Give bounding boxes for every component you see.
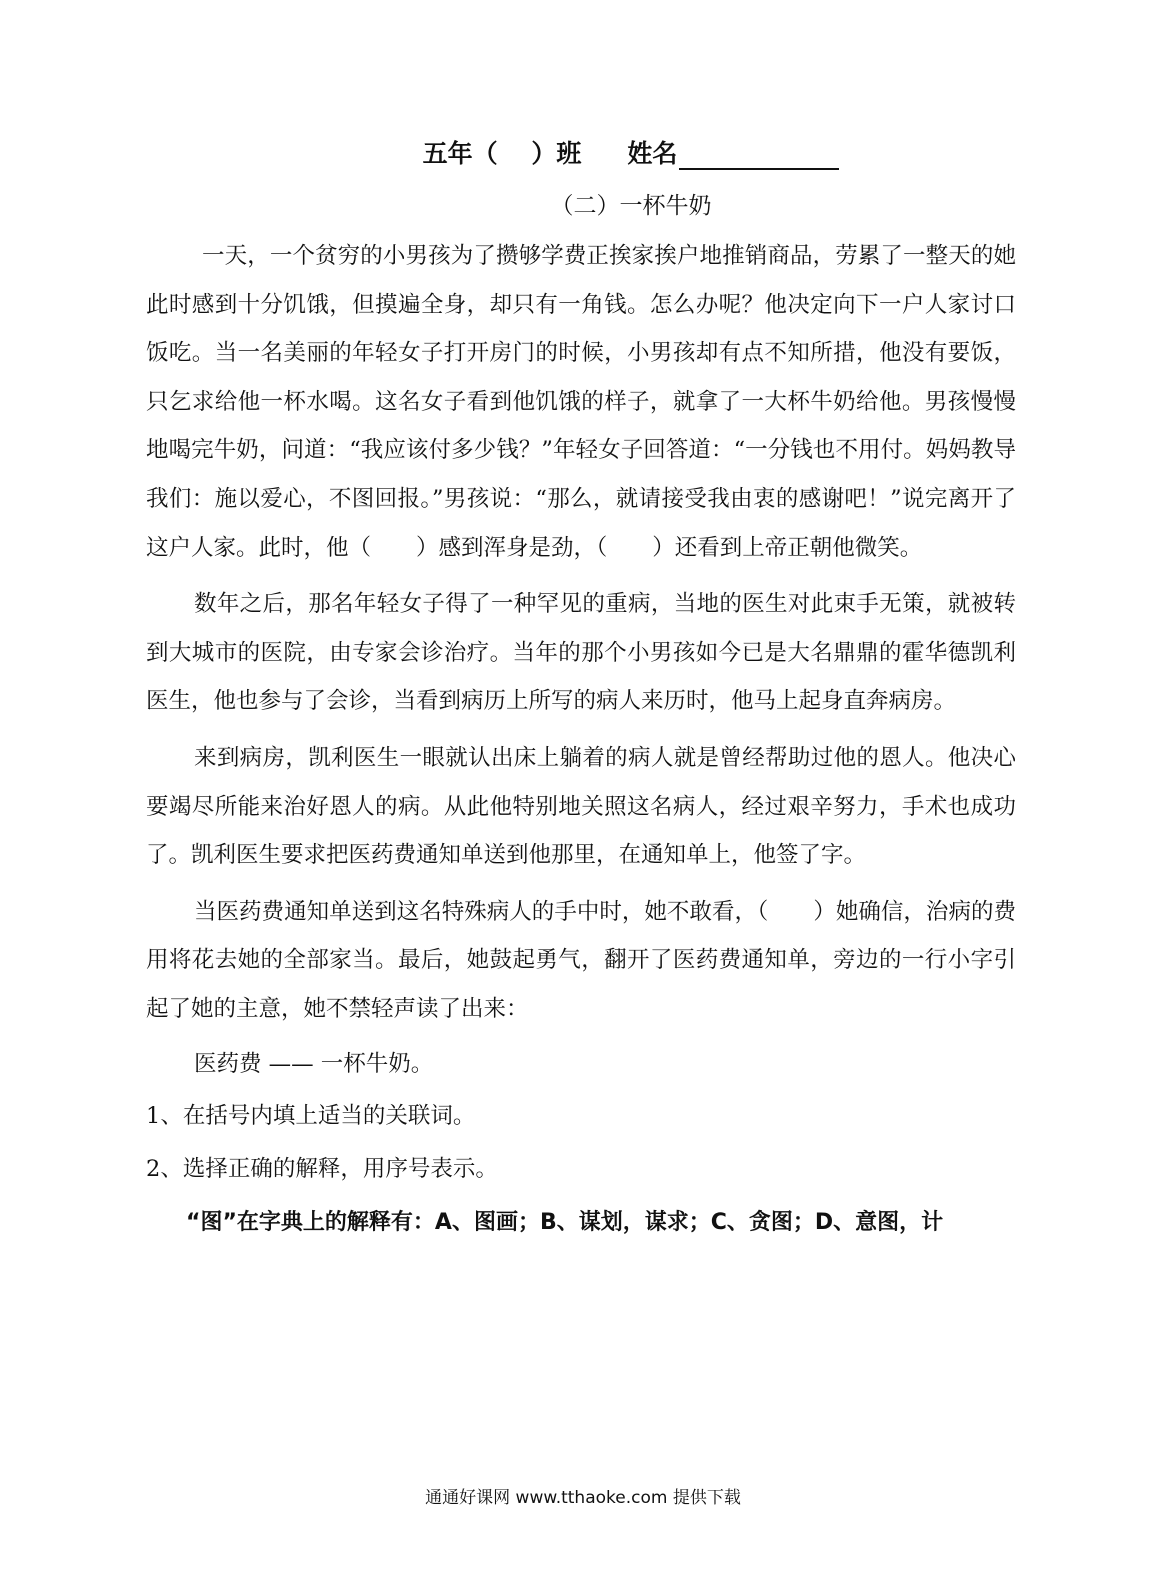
name-label: 姓名 bbox=[627, 139, 678, 168]
grade-class-label: 五年（ ）班 bbox=[422, 139, 582, 168]
paragraph-3: 来到病房，凯利医生一眼就认出床上躺着的病人就是曾经帮助过他的恩人。他决心要竭尽所能来治好恩人的病。从此他特别地关照这名病人，经过艰辛努力，手术也成功了。凯利医生要求把医药费通知单送到他那里，在通知单上，他签了字。 bbox=[146, 744, 1016, 869]
paragraph-2: 数年之后，那名年轻女子得了一种罕见的重病，当地的医生对此束手无策，就被转到大城市的医院，由专家会诊治疗。当年的那个小男孩如今已是大名鼎鼎的霍华德凯利医生，他也参与了会诊，当看到病历上所写的病人来历时，他马上起身直奔病房。 bbox=[146, 591, 1016, 715]
paragraph-1: 一天，一个贫穷的小男孩为了攒够学费正挨家挨户地推销商品，劳累了一整天的她此时感到十分饥饿，但摸遍全身，却只有一角钱。怎么办呢？他决定向下一户人家讨口饭吃。当一名美丽的年轻女子打开房门的时候，小男孩却有点不知所措，他没有要饭，只乞求给他一杯水喝。这名女子看到他饥饿的样子，就拿了一大杯牛奶给他。男孩慢慢地喝完牛奶，问道：“我应该付多少钱？”年轻女子回答道：“一分钱也不用付。妈妈教导我们：施以爱心，不图回报。”男孩说：“那么，就请接受我由衷的感谢吧！”说完离开了这户人家。此时，他（ ）感到浑身是劲，（ ）还看到上帝正朝他微笑。 bbox=[146, 243, 1016, 561]
passage-title: （二）一杯牛奶 bbox=[550, 193, 712, 219]
paragraph-4: 当医药费通知单送到这名特殊病人的手中时，她不敢看，（ ）她确信，治病的费用将花去她的全部家当。最后，她鼓起勇气，翻开了医药费通知单，旁边的一行小字引起了她的主意，她不禁轻声读了出来： bbox=[146, 898, 1016, 1022]
fee-line: 医药费 —— 一杯牛奶。 bbox=[194, 1050, 434, 1077]
name-blank-line bbox=[679, 142, 839, 170]
page-footer: 通通好课网 www.tthaoke.com 提供下载 bbox=[425, 1488, 741, 1508]
question-1: 1、在括号内填上适当的关联词。 bbox=[146, 1103, 476, 1130]
passage-body bbox=[146, 232, 1016, 1248]
worksheet-header bbox=[0, 134, 1152, 170]
question-2: 2、选择正确的解释，用序号表示。 bbox=[146, 1155, 498, 1182]
dictionary-definition-line: “图”在字典上的解释有：A、图画；B、谋划，谋求；C、贪图；D、意图，计 bbox=[186, 1210, 944, 1236]
